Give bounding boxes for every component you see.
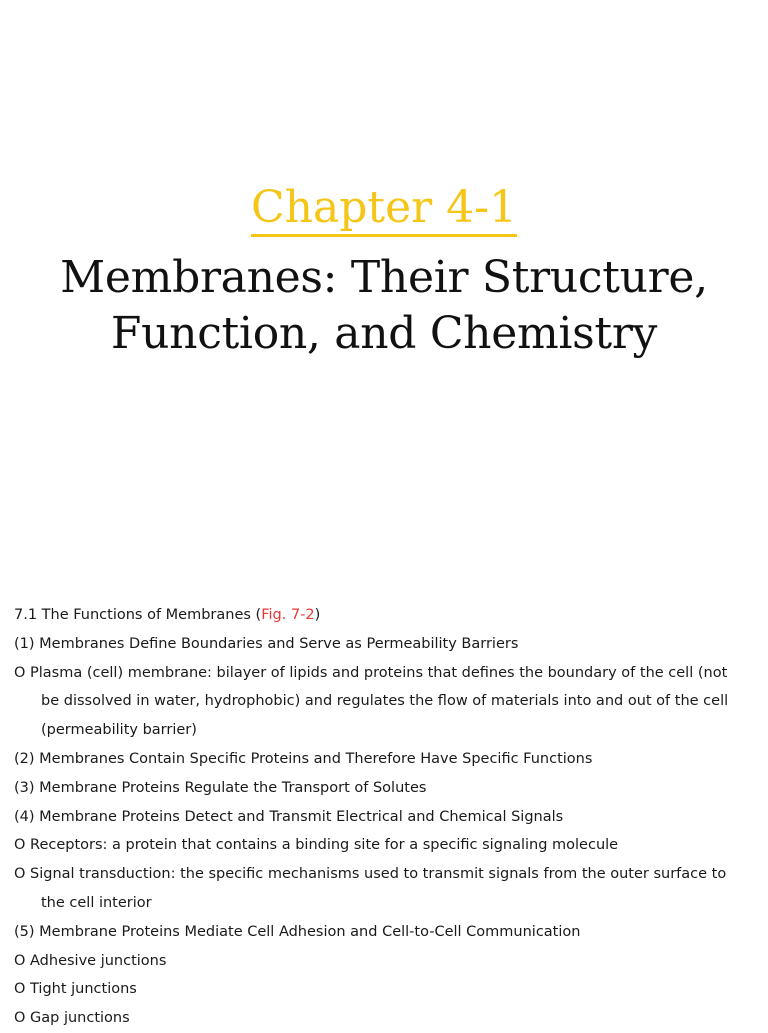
page-title-line-1: Membranes: Their Structure, (60, 252, 708, 303)
list-item: (1) Membranes Define Boundaries and Serve as Permeability Barriers (14, 635, 519, 652)
list-item-continuation: (permeability barrier) (41, 722, 197, 739)
list-item: (2) Membranes Contain Specific Proteins and Therefore Have Specific Functions (14, 750, 593, 767)
section-heading-text: 7.1 The Functions of Membranes ( (14, 607, 262, 623)
list-item: (3) Membrane Proteins Regulate the Transport of Solutes (14, 779, 427, 796)
list-item: O Tight junctions (14, 981, 137, 998)
page-title-line-2: Function, and Chemistry (110, 308, 658, 359)
list-item: O Plasma (cell) membrane: bilayer of lipids and proteins that defines the boundary of the cell (not (14, 664, 728, 681)
list-item: (5) Membrane Proteins Mediate Cell Adhesion and Cell-to-Cell Communication (14, 923, 581, 940)
list-item: O Receptors: a protein that contains a binding site for a specific signaling molecule (14, 837, 619, 854)
section-heading-close: ) (314, 607, 321, 623)
list-item-continuation: the cell interior (41, 894, 152, 911)
chapter-label (0, 180, 768, 236)
chapter-label-text: Chapter 4-1 (251, 182, 517, 237)
page-title (0, 250, 768, 362)
figure-reference-link[interactable]: Fig. 7-2 (261, 607, 315, 623)
document-body (14, 601, 764, 1033)
list-item: (4) Membrane Proteins Detect and Transmit Electrical and Chemical Signals (14, 808, 564, 825)
list-item: O Gap junctions (14, 1010, 130, 1027)
list-item-continuation: be dissolved in water, hydrophobic) and regulates the flow of materials into and out of the cell (41, 693, 729, 710)
list-item: O Adhesive junctions (14, 952, 167, 969)
list-item: O Signal transduction: the specific mechanisms used to transmit signals from the outer surface to (14, 866, 727, 883)
section-heading (14, 601, 764, 630)
